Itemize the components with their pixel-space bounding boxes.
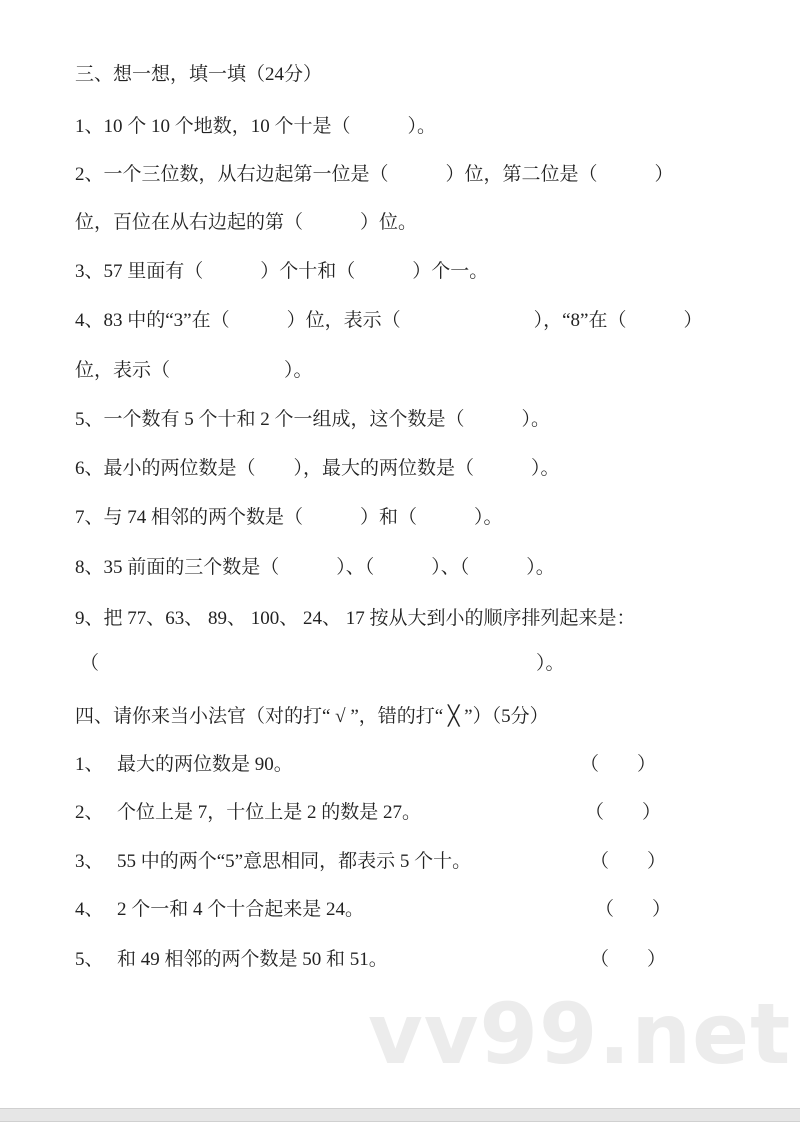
question-line: 8、35 前面的三个数是（ ）、（ ）、（ ）。 bbox=[75, 557, 555, 578]
answer-blank[interactable]: （ ） bbox=[585, 802, 662, 823]
watermark: vv99.net bbox=[368, 985, 792, 1083]
item-number: 4、 bbox=[75, 899, 104, 920]
item-number: 5、 bbox=[75, 949, 104, 970]
question-line: 5、一个数有 5 个十和 2 个一组成，这个数是（ ）。 bbox=[75, 409, 551, 430]
question-line: （ ）。 bbox=[80, 653, 565, 674]
item-statement: 个位上是 7，十位上是 2 的数是 27。 bbox=[117, 802, 422, 823]
item-statement: 2 个一和 4 个十合起来是 24。 bbox=[117, 899, 365, 920]
section-3-title: 三、想一想，填一填（24分） bbox=[75, 64, 323, 85]
answer-blank[interactable]: （ ） bbox=[590, 949, 667, 970]
question-line: 9、把 77、63、 89、 100、 24、 17 按从大到小的顺序排列起来是： bbox=[75, 608, 636, 629]
answer-blank[interactable]: （ ） bbox=[580, 754, 657, 775]
item-number: 1、 bbox=[75, 754, 104, 775]
item-statement: 最大的两位数是 90。 bbox=[117, 754, 293, 775]
answer-blank[interactable]: （ ） bbox=[595, 899, 672, 920]
question-line: 位，表示（ ）。 bbox=[75, 360, 313, 381]
question-line: 位，百位在从右边起的第（ ）位。 bbox=[75, 212, 418, 233]
item-number: 2、 bbox=[75, 802, 104, 823]
question-line: 2、一个三位数，从右边起第一位是（ ）位，第二位是（ ） bbox=[75, 164, 674, 185]
section-4-title: 四、请你来当小法官（对的打“ √ ”，错的打“ ╳ ”）（5分） bbox=[75, 706, 549, 727]
item-statement: 55 中的两个“5”意思相同，都表示 5 个十。 bbox=[117, 851, 472, 872]
item-statement: 和 49 相邻的两个数是 50 和 51。 bbox=[117, 949, 388, 970]
page-separator bbox=[0, 1108, 800, 1122]
question-line: 6、最小的两位数是（ ），最大的两位数是（ ）。 bbox=[75, 458, 560, 479]
question-line: 7、与 74 相邻的两个数是（ ）和（ ）。 bbox=[75, 507, 503, 528]
answer-blank[interactable]: （ ） bbox=[590, 851, 667, 872]
question-line: 4、83 中的“3”在（ ）位，表示（ ），“8”在（ ） bbox=[75, 310, 703, 331]
question-line: 1、10 个 10 个地数，10 个十是（ ）。 bbox=[75, 116, 437, 137]
question-line: 3、57 里面有（ ）个十和（ ）个一。 bbox=[75, 261, 489, 282]
item-number: 3、 bbox=[75, 851, 104, 872]
